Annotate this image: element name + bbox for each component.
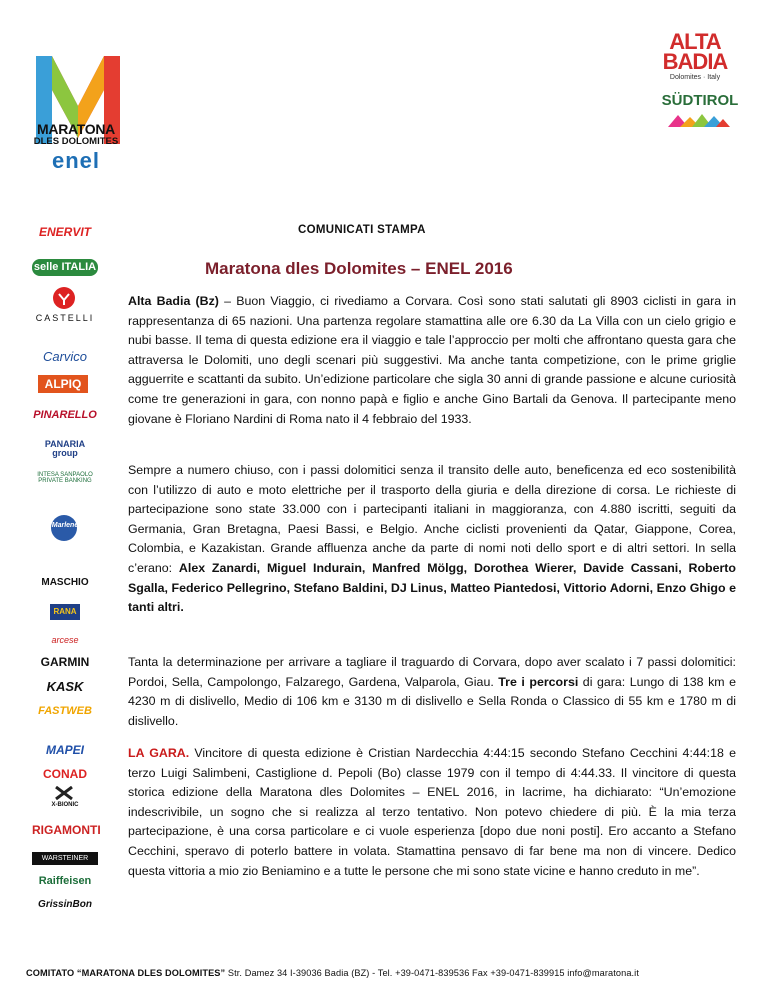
sponsor-logo-kask: KASK bbox=[46, 679, 84, 694]
sponsor-logo-arcese: arcese bbox=[51, 635, 79, 645]
race-heading: LA GARA. bbox=[128, 746, 190, 760]
sponsor-logo-intesa: INTESA SANPAOLO PRIVATE BANKING bbox=[37, 472, 93, 484]
sudtirol-mountains-icon bbox=[668, 113, 730, 127]
sponsor-logo-rana: RANA bbox=[50, 604, 80, 620]
footer-contact bbox=[26, 968, 639, 978]
sudtirol-logo: SÜDTIROL bbox=[661, 92, 739, 109]
sponsor-logo-grissinbon: GrissinBon bbox=[38, 899, 92, 910]
paragraph-race bbox=[128, 744, 736, 881]
routes-highlight: Tre i percorsi bbox=[498, 674, 579, 689]
document-title: Maratona dles Dolomites – ENEL 2016 bbox=[205, 259, 513, 278]
sponsor-logo-castelli: CASTELLI bbox=[35, 313, 95, 323]
maratona-logo-title: MARATONA bbox=[37, 121, 115, 137]
routes-text-2: di gara: Lungo di 138 km e 4230 m di dislivello, Medio di 106 km e 3130 m di dislivello e Sella Ronda o Classico di 55 km e 1780 m di dislivello. bbox=[128, 674, 736, 728]
sponsor-logo-raiffeisen: Raiffeisen bbox=[38, 875, 92, 887]
footer-address: Str. Damez 34 I-39036 Badia (BZ) - Tel. +39-0471-839536 Fax +39-0471-839915 info@maratona.it bbox=[225, 968, 639, 978]
paragraph-intro bbox=[128, 292, 736, 429]
sponsor-logo-panaria: PANARIA group bbox=[44, 439, 86, 458]
footer-org: COMITATO “MARATONA DLES DOLOMITES” bbox=[26, 968, 226, 978]
sponsor-logo-pinarello: PINARELLO bbox=[33, 409, 97, 421]
alta-badia-tagline: Dolomites · Italy bbox=[669, 74, 721, 81]
paragraph-routes bbox=[128, 653, 736, 731]
section-label: COMUNICATI STAMPA bbox=[298, 224, 426, 236]
intro-text: – Buon Viaggio, ci rivediamo a Corvara. Così sono stati salutati gli 8903 ciclisti in gara in rappresentanza di 65 nazioni. Una partenza regolare stamattina alle ore 6.30 da La Villa con un cielo grigio e nubi basse. Il tema di questa edizione era il viaggio e tale l’approccio per molti che affrontano questa gara che attraversa le Dolomiti, uno degli scenari più suggestivi. Ma anche tanta competizione, con le prime griglie agguerrite e scattanti da subito. Un’edizione particolare che sigla 30 anni di grande passione e alcune curiosità come tre generazioni in gara, con nonno papà e figlio e anche Gino Bartali da Genova. Il partecipante meno giovane è Floriano Nardini di Roma nato il 4 febbraio del 1933. bbox=[128, 294, 737, 426]
sponsor-logo-maschio: MASCHIO bbox=[41, 577, 89, 588]
sponsor-logo-rigamonti: RIGAMONTI bbox=[32, 823, 101, 837]
sponsor-logo-enervit: ENERVIT bbox=[38, 225, 91, 239]
paragraph-participation bbox=[128, 461, 736, 618]
alta-badia-logo bbox=[655, 29, 735, 81]
sponsor-logo-warsteiner: WARSTEINER bbox=[32, 852, 98, 865]
sponsor-logo-carvico: Carvico bbox=[42, 349, 88, 364]
enel-logo: enel bbox=[51, 148, 101, 173]
sponsor-logo-marlene: Marlene bbox=[51, 522, 79, 529]
sponsor-logo-x-bionic: X-BIONIC bbox=[51, 802, 79, 808]
sponsor-logo-fastweb: FASTWEB bbox=[38, 705, 92, 717]
alta-badia-line1: ALTA bbox=[669, 29, 721, 54]
x-bionic-x-icon bbox=[54, 786, 74, 800]
routes-text: Tanta la determinazione per arrivare a tagliare il traguardo di Corvara, dopo aver scalato i 7 passi dolomitici: Pordoi, Sella, Campolongo, Falzarego, Gardena, Valparola, Giau. bbox=[128, 655, 736, 689]
sponsor-logo-alpiq: ALPIQ bbox=[38, 375, 88, 393]
celebrity-list: Alex Zanardi, Miguel Indurain, Manfred Mölgg, Dorothea Wierer, Davide Cassani, Roberto Sgalla, Federico Pellegrino, Stefano Baldini, DJ Linus, Matteo Piantedosi, Vittorio Adorni, Enzo Ghigo e tanti altri. bbox=[128, 560, 736, 615]
sponsor-logo-mapei: MAPEI bbox=[45, 743, 84, 757]
intro-location: Alta Badia (Bz) bbox=[128, 294, 219, 308]
participation-text: Sempre a numero chiuso, con i passi dolomitici senza il transito delle auto, beneficenza ed eco sostenibilità con l’utilizzo di auto e moto elettriche per il trasporto della giuria e della direzione di corsa. Le richieste di partecipazione sono state 33.000 con i partecipanti italiani in maggioranza, con 4.880 iscritti, seguiti da Germania, Gran Bretagna, Paesi Bassi, e Belgio. Anche ciclisti provenienti da Qatar, Giappone, Corea, Colombia, e Kazakistan. Grande affluenza anche da parte di nomi noti dello sport e di altri settori. In sella c’erano: bbox=[128, 463, 736, 575]
race-text: Vincitore di questa edizione è Cristian Nardecchia 4:44:15 secondo Stefano Cecchini 4:44:18 e terzo Luigi Salimbeni, Castiglione d. Pepoli (Bo) classe 1979 con il tempo di 4:44.33. Il vincitore di questa storica edizione della Maratona dles Dolomites – ENEL 2016, in lacrime, ha dichiarato: “Un’emozione indescrivibile, un sogno che si realizza al terzo tentativo. Non potevo chiedere di più. È la mia terza partecipazione, è una corsa particolare e ci vuole esperienza [dopo due noni posti]. Ero accanto a Stefano Cecchini, speravo di poterlo battere in volata. Stamattina pensavo di far bene ma non di vincere. Dedico questa vittoria a mio zio Beniamino e a tutte le persone che mi sono state vicine e hanno creduto in me”. bbox=[128, 746, 736, 878]
castelli-scorpion-icon bbox=[52, 286, 76, 310]
sponsor-logo-selle-italia: selle ITALIA bbox=[32, 259, 98, 276]
sponsor-logo-garmin: GARMIN bbox=[40, 655, 90, 669]
maratona-logo-subtitle: DLES DOLOMITES bbox=[33, 136, 119, 147]
sponsor-logo-conad: CONAD bbox=[43, 767, 87, 781]
alta-badia-line2: BADIA bbox=[662, 49, 728, 74]
